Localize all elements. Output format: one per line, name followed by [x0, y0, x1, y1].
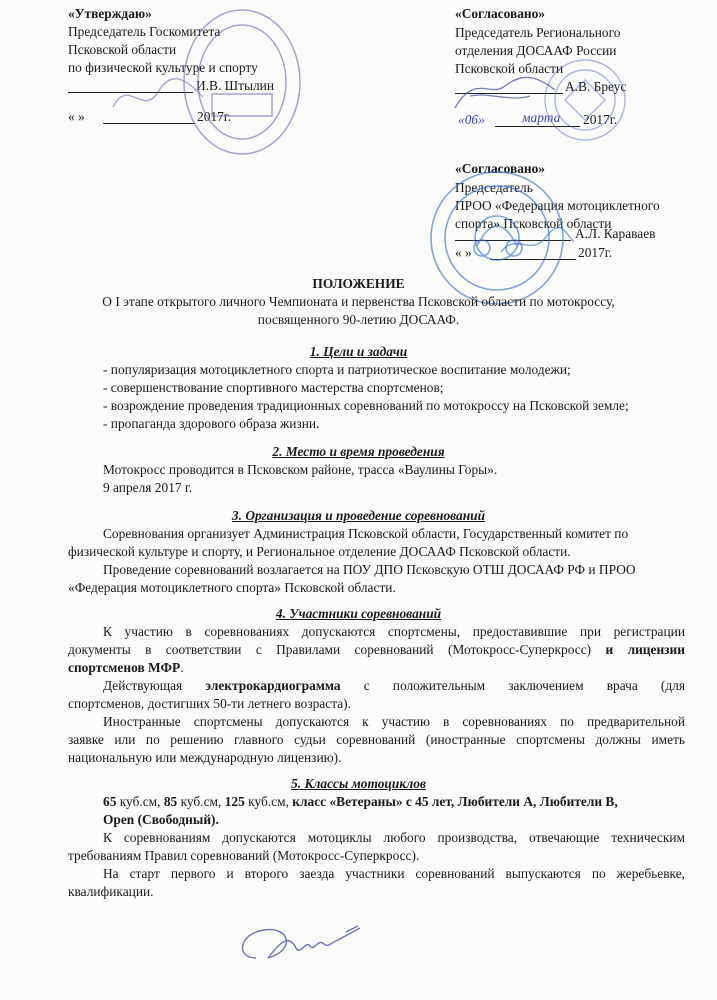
s5-p2-line-2: требованиям Правил соревнований (Мотокросс-Суперкросс). — [68, 848, 420, 863]
approve-sign-line — [68, 92, 193, 93]
s5-classes-line-1 — [103, 794, 618, 809]
section-2-heading: 2. Место и время проведения — [272, 444, 445, 459]
s1-item-3: - возрождение проведения традиционных соревнований по мотокроссу на Псковской земле; — [103, 398, 629, 413]
s5-open: Open (Свободный). — [103, 812, 219, 827]
agree2-line-2: ПРОО «Федерация мотоциклетного — [455, 198, 660, 213]
approve-heading: «Утверждаю» — [68, 6, 152, 21]
s4-p2-a: Действующая — [103, 678, 183, 693]
approve-date: « » — [68, 109, 85, 124]
approve-signature-icon — [108, 72, 208, 122]
s4-p3-line-2: заявке или по решению главного судьи соревнований (иностранные спортсмены должны иметь — [68, 732, 685, 747]
s5-c65: 65 — [103, 794, 117, 809]
s5-c65-unit: куб.см, — [116, 794, 164, 809]
s5-p3-line-1: На старт первого и второго заезда участники соревнований выпускаются по жеребьевке, — [103, 866, 685, 881]
s1-item-1: - популяризация мотоциклетного спорта и патриотическое воспитание молодежи; — [103, 362, 571, 377]
s4-p3-line-1: Иностранные спортсмены допускаются к участию в соревнованиях по предварительной — [103, 714, 685, 729]
agree2-date: « » — [455, 245, 472, 260]
s4-p2-line-2: спортсменов, достигших 50-ти летнего возраста). — [68, 696, 351, 711]
s5-p3-line-2: квалификации. — [68, 884, 154, 899]
s3-line-1: Соревнования организует Администрация Псковской области, Государственный комитет по — [103, 526, 629, 541]
agree1-year: 2017г. — [583, 112, 618, 127]
s5-c125-unit: куб.см, — [244, 794, 293, 809]
s3-line-3: Проведение соревнований возлагается на ПОУ ДПО Псковскую ОТШ ДОСААФ РФ и ПРОО — [103, 562, 636, 577]
agree1-heading: «Согласовано» — [455, 6, 546, 21]
s2-line-1: Мотокросс проводится в Псковском районе, трасса «Ваулины Горы». — [103, 462, 498, 477]
agree2-line-3: спорта» Псковской области — [455, 216, 612, 231]
section-5-heading: 5. Классы мотоциклов — [291, 776, 426, 791]
s4-p2-c: с положительным заключением врача (для — [363, 678, 685, 693]
approve-sign-name: И.В. Штылин — [196, 78, 275, 93]
subtitle-line-1: О I этапе открытого личного Чемпионата и первенства Псковской области по мотокроссу, — [102, 294, 615, 309]
s1-item-2: - совершенствование спортивного мастерства спортсменов; — [103, 380, 444, 395]
agree2-heading: «Согласовано» — [455, 161, 546, 176]
agree2-line-1: Председатель — [455, 180, 533, 195]
s3-line-4: «Федерация мотоциклетного спорта» Псковской области. — [68, 580, 396, 595]
s4-p1-line-3 — [68, 660, 184, 675]
agree1-month: марта — [522, 110, 561, 125]
agree1-sign-line — [455, 93, 563, 94]
s5-c85: 85 — [163, 794, 178, 809]
agree1-sign-name: А.В. Бреус — [565, 79, 627, 94]
agree2-sign-line — [455, 240, 571, 241]
s4-p1-line-1: К участию в соревнованиях допускаются спортсмены, предоставившие при регистрации — [103, 624, 685, 639]
s4-p1-license: и лицензии — [605, 642, 685, 657]
agree2-sign-name: А.Л. Караваев — [575, 226, 656, 241]
s5-p2-line-1: К соревнованиям допускаются мотоциклы любого производства, отвечающие техническим — [103, 830, 685, 845]
s4-p2-ecg: электрокардиограмма — [205, 678, 341, 693]
s5-c125: 125 — [224, 794, 245, 809]
s4-p3-line-3: национальную или международную лицензию). — [68, 750, 342, 765]
s1-item-4: - пропаганда здорового образа жизни. — [103, 416, 320, 431]
approve-line-1: Председатель Госкомитета — [68, 24, 221, 39]
approve-line-2: Псковской области — [68, 42, 177, 57]
s4-p1-end: . — [180, 660, 184, 675]
agree1-date: «06» — [458, 112, 485, 127]
agree1-line-1: Председатель Регионального — [455, 25, 621, 40]
section-3-heading: 3. Организация и проведение соревнований — [231, 508, 486, 523]
agree1-date-line — [495, 126, 580, 127]
s4-p1-line-2 — [68, 642, 685, 657]
s4-p1-line-2-text: документы в соответствии с Правилами соревнований (Мотокросс-Суперкросс) — [68, 642, 592, 657]
s5-classes-rest: класс «Ветераны» с 45 лет, Любители А, Любители В, — [292, 794, 618, 809]
s4-p2-line-1 — [103, 678, 685, 693]
agree1-line-3: Псковской области — [455, 61, 564, 76]
agree2-date-line — [490, 259, 576, 260]
s5-c85-unit: куб.см, — [177, 794, 225, 809]
s3-line-2: физической культуре и спорту, и Региональное отделение ДОСААФ Псковской области. — [68, 544, 571, 559]
section-4-heading: 4. Участники соревнований — [275, 606, 442, 621]
agree2-year: 2017г. — [578, 245, 613, 260]
bottom-signature-icon — [228, 918, 363, 978]
section-1-heading: 1. Цели и задачи — [309, 344, 408, 359]
agree1-line-2: отделения ДОСААФ России — [455, 43, 617, 58]
approve-year: 2017г. — [197, 109, 232, 124]
page-title: ПОЛОЖЕНИЕ — [312, 276, 405, 291]
subtitle-line-2: посвященного 90-летию ДОСААФ. — [257, 312, 460, 327]
s2-line-2: 9 апреля 2017 г. — [103, 480, 193, 495]
approve-date-line — [103, 123, 195, 124]
s4-p1-mfr: спортсменов МФР — [68, 660, 181, 675]
approve-line-3: по физической культуре и спорту — [68, 60, 258, 75]
